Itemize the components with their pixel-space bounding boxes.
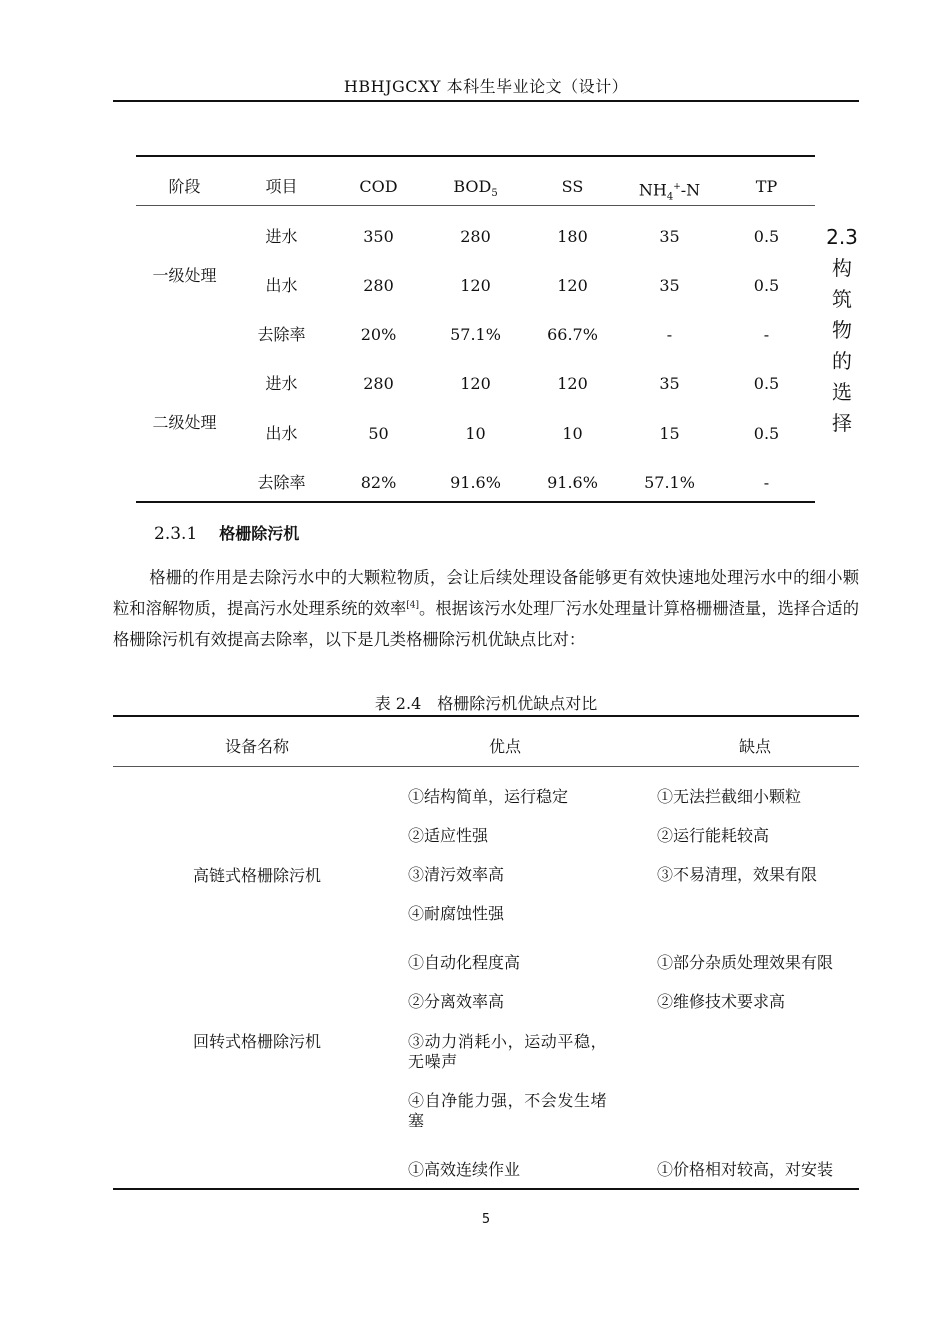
table-cell: 180 bbox=[557, 227, 588, 246]
table-cell: 去除率 bbox=[257, 473, 306, 492]
header-rule bbox=[113, 100, 859, 102]
table-cell: 280 bbox=[363, 374, 394, 393]
table-cell: 91.6% bbox=[450, 473, 501, 492]
header-bod bbox=[427, 177, 524, 200]
subsection-heading bbox=[154, 521, 299, 544]
table-bottom-rule bbox=[136, 501, 815, 503]
subsection-title: 格栅除污机 bbox=[219, 524, 300, 543]
table-cell: 120 bbox=[460, 276, 491, 295]
pro-item: ①结构简单，运行稳定 bbox=[408, 787, 569, 806]
table-cell: 20% bbox=[360, 325, 397, 344]
header-equipment: 设备名称 bbox=[224, 737, 289, 756]
page-number: 5 bbox=[481, 1212, 491, 1227]
body-paragraph bbox=[113, 562, 859, 655]
table2-top-rule bbox=[113, 715, 859, 717]
header-cod: COD bbox=[359, 177, 398, 196]
header-ss: SS bbox=[561, 177, 584, 196]
pro-item: ②分离效率高 bbox=[408, 992, 505, 1011]
nh-tail: -N bbox=[680, 180, 701, 200]
citation-ref[interactable]: [4] bbox=[406, 600, 420, 611]
table-cell: 91.6% bbox=[547, 473, 598, 492]
table-cell: - bbox=[763, 325, 770, 344]
table-cell: - bbox=[666, 325, 673, 344]
table-cell: 57.1% bbox=[644, 473, 695, 492]
con-item: ①部分杂质处理效果有限 bbox=[657, 953, 834, 972]
pro-item: ①自动化程度高 bbox=[408, 953, 521, 972]
side-title-char: 2.3 bbox=[826, 225, 858, 249]
pro-item: ③清污效率高 bbox=[408, 865, 505, 884]
table-cell: 10 bbox=[562, 424, 583, 443]
side-title-char: 物 bbox=[832, 318, 852, 342]
side-title-char: 选 bbox=[832, 380, 852, 404]
side-title-char: 构 bbox=[832, 256, 852, 280]
header-nh4n bbox=[621, 177, 718, 203]
table-cell: 出水 bbox=[265, 424, 298, 443]
table-cell: 出水 bbox=[265, 276, 298, 295]
pro-item: ①高效连续作业 bbox=[408, 1160, 521, 1179]
table-caption: 表 2.4 格栅除污机优缺点对比 bbox=[374, 694, 598, 713]
nh-superscript: + bbox=[673, 182, 681, 192]
table-cell: 120 bbox=[460, 374, 491, 393]
table-cell: 35 bbox=[659, 227, 680, 246]
pro-item: ④自净能力强，不会发生堵塞 bbox=[408, 1091, 608, 1130]
pro-item: ③动力消耗小，运动平稳，无噪声 bbox=[408, 1032, 608, 1071]
table-cell: 35 bbox=[659, 374, 680, 393]
header-pros: 优点 bbox=[488, 737, 521, 756]
equipment-name: 高链式格栅除污机 bbox=[192, 866, 321, 885]
table2-bottom-rule bbox=[113, 1188, 859, 1190]
header-item: 项目 bbox=[265, 177, 298, 196]
table-cell: 10 bbox=[465, 424, 486, 443]
section-title-vertical bbox=[825, 222, 859, 439]
con-item: ①无法拦截细小颗粒 bbox=[657, 787, 802, 806]
paragraph-part2: 。根据该污水处理厂污水处理量计算格栅栅渣量，选择合适的格栅除污机有效提高去除率，以下是几类格栅除污机优缺点比对： bbox=[113, 599, 859, 649]
table-cell: 120 bbox=[557, 374, 588, 393]
nh-label: NH bbox=[638, 180, 667, 200]
nh-subscript: 4 bbox=[666, 191, 674, 203]
side-title-char: 择 bbox=[832, 411, 852, 435]
equipment-name: 回转式格栅除污机 bbox=[192, 1032, 321, 1051]
table-cell: 去除率 bbox=[257, 325, 306, 344]
table-cell: 350 bbox=[363, 227, 394, 246]
pro-item: ④耐腐蚀性强 bbox=[408, 904, 505, 923]
header-stage: 阶段 bbox=[168, 177, 201, 196]
page-header: HBHJGCXY 本科生毕业论文（设计） bbox=[343, 77, 629, 96]
table-cell: 120 bbox=[557, 276, 588, 295]
bod-label: BOD bbox=[453, 177, 492, 196]
table-cell: 280 bbox=[363, 276, 394, 295]
table-cell: 50 bbox=[368, 424, 389, 443]
table2-header-rule bbox=[113, 766, 859, 767]
stage-primary: 一级处理 bbox=[152, 266, 217, 285]
side-title-char: 的 bbox=[832, 349, 852, 373]
subsection-number: 2.3.1 bbox=[154, 524, 198, 544]
header-cons: 缺点 bbox=[738, 737, 771, 756]
table-cell: 82% bbox=[360, 473, 397, 492]
paragraph-part1: 格栅的作用是去除污水中的大颗粒物质，会让后续处理设备能够更有效快速地处理污水中的细小颗粒和溶解物质，提高污水处理系统的效率 bbox=[113, 568, 859, 618]
table-cell: 0.5 bbox=[753, 374, 780, 393]
table-cell: 进水 bbox=[265, 227, 298, 246]
table-cell: 35 bbox=[659, 276, 680, 295]
table-cell: 15 bbox=[659, 424, 680, 443]
con-item: ②运行能耗较高 bbox=[657, 826, 770, 845]
table-cell: 0.5 bbox=[753, 227, 780, 246]
header-tp: TP bbox=[755, 177, 778, 196]
bod-subscript: 5 bbox=[491, 188, 498, 200]
table-cell: - bbox=[763, 473, 770, 492]
table-cell: 0.5 bbox=[753, 424, 780, 443]
table-cell: 0.5 bbox=[753, 276, 780, 295]
pro-item: ②适应性强 bbox=[408, 826, 489, 845]
con-item: ③不易清理，效果有限 bbox=[657, 865, 818, 884]
con-item: ②维修技术要求高 bbox=[657, 992, 786, 1011]
table-cell: 66.7% bbox=[547, 325, 598, 344]
con-item: ①价格相对较高，对安装 bbox=[657, 1160, 834, 1179]
table-cell: 280 bbox=[460, 227, 491, 246]
stage-secondary: 二级处理 bbox=[152, 413, 217, 432]
table-top-rule bbox=[136, 155, 815, 157]
table-header-rule bbox=[136, 205, 815, 206]
table-cell: 进水 bbox=[265, 374, 298, 393]
table-cell: 57.1% bbox=[450, 325, 501, 344]
side-title-char: 筑 bbox=[832, 287, 852, 311]
